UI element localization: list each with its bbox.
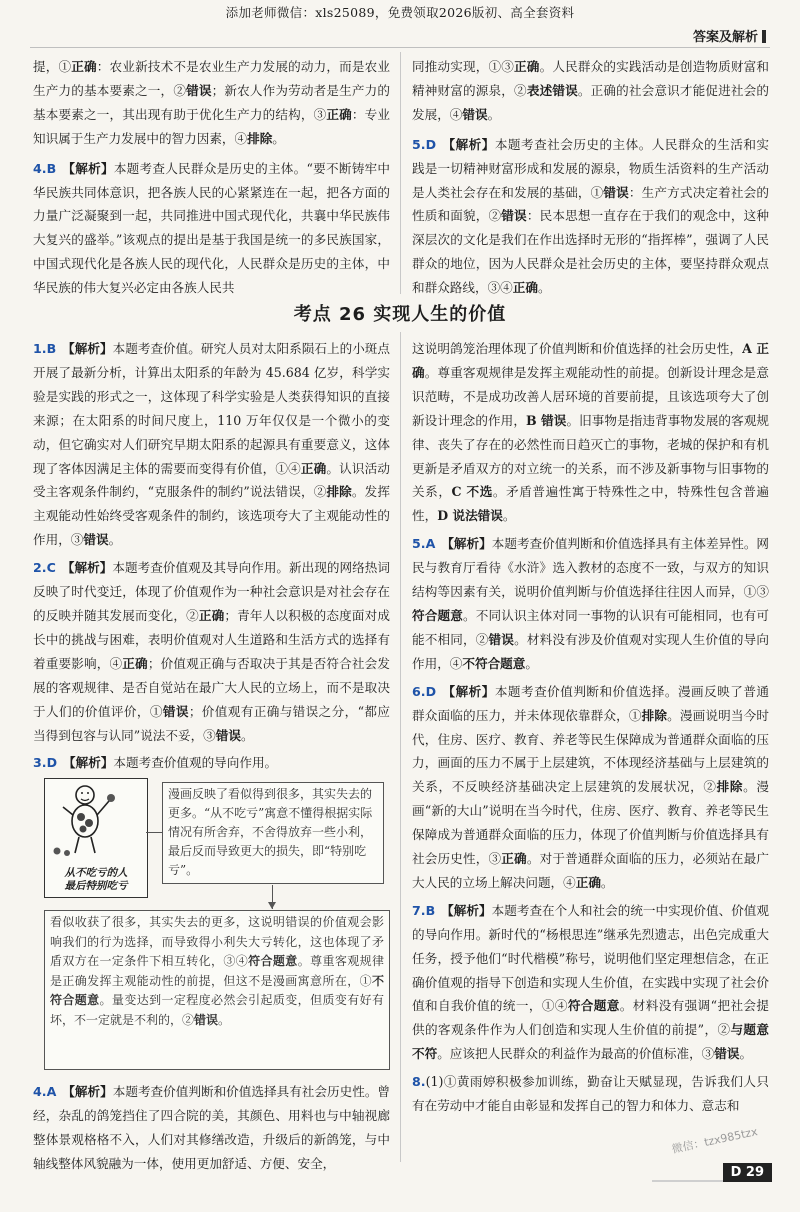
emphasis-text: 错误 xyxy=(501,208,527,224)
body-text: 。旧事物是指违背事物发展的客观规律、丧失了存在的必然性而日趋灭亡的事物，老城的保护和有机更新是矛盾双方的对立统一的关系，而不涉及新事物与旧事物的关系， xyxy=(412,412,770,500)
body-text: ：民本思想一直存在于我们的观念中，这种深层次的文化是我们在作出选择时无形的“指挥棒”，强调了人民群众的地位，因为人民群众是社会历史的主体，要坚持群众观点和群众路线，③④ xyxy=(412,208,770,296)
figure-explanation-box: 漫画反映了看似得到很多，其实失去的更多。“从不吃亏”寓意不懂得根据实际情况有所舍弃，不舍得放弃一些小利，最后反而导致更大的损失，即“特别吃亏”。 xyxy=(162,782,384,884)
question-5-top: 5.D 【解析】本题考查社会历史的主体。人民群众的生活和实践是一切精神财富形成和发展的源泉，物质生活资料的生产活动是人类社会存在和发展的基础，①错误：生产方式决定着社会的性质和面貌，②错误：民本思想一直存在于我们的观念中，这种深层次的文化是我们在作出选择时无形的“指挥棒”，强调了人民群众的地位，因为人民群众是社会历史的主体，要坚持群众观点和群众路线，③④正确。 xyxy=(412,136,770,296)
body-text: (1)①黄雨婷积极参加训练，勤奋让天赋显现，告诉我们人只有在劳动中才能自由彰显和发挥自己的智力和体力、意志和 xyxy=(412,1074,769,1114)
emphasis-text: 【解析】 xyxy=(441,902,492,918)
emphasis-text: 符合题意 xyxy=(412,607,464,623)
page-number: D 29 xyxy=(723,1163,772,1182)
section-title: 考点 26 实现人生的价值 xyxy=(293,304,507,325)
emphasis-text: 【解析】 xyxy=(63,755,114,771)
emphasis-text: 符合题意 xyxy=(567,998,620,1014)
body-text: ；价值观有正确与错误之分，“都应当得到包容与认同”说法不妥，③ xyxy=(33,703,390,743)
body-text: 本题考查价值观及其导向作用。新出现的网络热词反映了时代变迁，体现了价值观作为一种社会意识是对社会存在的反映并随其发展而变化，② xyxy=(33,560,391,623)
emphasis-text: 正确 xyxy=(575,874,601,890)
connector-line xyxy=(146,832,162,833)
emphasis-text: 错误 xyxy=(215,727,241,743)
body-text: 。人民群众的实践活动是创造物质财富和精神财富的源泉，② xyxy=(412,59,770,98)
body-text: ；青年人以积极的态度面对成长中的挑战与困难，表明价值观对人生道路和生活方式的选择有着重要影响，④ xyxy=(33,607,391,671)
question-7: 7.B 【解析】本题考查在个人和社会的统一中实现价值、价值观的导向作用。新时代的“杨根思连”继承先烈遗志，出色完成重大任务，授予他们“时代楷模”称号，说明他们坚定理想信念，在正确价值观的指导下创造和实现人生价值，在实践中实现了社会价值和自我价值的统一，①④符合题意。材料没有强调“把社会提供的客观条件作为人们创造和实现人生价值的前提”，②与题意不符。应该把人民群众的利益作为最高的价值标准，③错误。 xyxy=(412,902,770,1062)
emphasis-text: 错误 xyxy=(462,106,488,122)
body-text: 。正确的社会意识才能促进社会的发展，④ xyxy=(412,82,770,122)
cartoon-image xyxy=(44,778,148,898)
body-text: 。对于普通群众面临的压力，必须站在最广大人民的立场上解决问题，④ xyxy=(412,851,770,890)
emphasis-text: 【解析】 xyxy=(441,536,492,552)
body-text: 。材料没有涉及价值观对实现人生价值的导向作用，④ xyxy=(412,631,770,671)
emphasis-text: 表述错误 xyxy=(526,82,578,98)
body-text: 本题考查价值判断和价值选择。漫画反映了普通群众面临的压力，并未体现依靠群众，① xyxy=(412,683,770,723)
emphasis-text: 正确 xyxy=(514,59,540,74)
left-column-bottom xyxy=(33,1080,390,1176)
emphasis-text: C 不选 xyxy=(451,484,493,500)
body-text: 。 xyxy=(739,1046,753,1062)
body-text: 本题考查在个人和社会的统一中实现价值、价值观的导向作用。新时代的“杨根思连”继承先烈遗志，出色完成重大任务，授予他们“时代楷模”称号，说明他们坚定理想信念，在正确价值观的指导下创造和实现人生价值，在实践中实现了社会价值和自我价值的统一，①④ xyxy=(412,902,770,1014)
question-3: 3.D 【解析】本题考查价值观的导向作用。 xyxy=(33,755,278,771)
body-text: ；新农人作为劳动者是生产力的基本要素之一，其出现有助于优化生产力的结构，③ xyxy=(33,82,391,122)
body-text: 。 xyxy=(487,106,501,122)
body-text: 。 xyxy=(218,1012,231,1027)
question-8: 8.(1)①黄雨婷积极参加训练，勤奋让天赋显现，告诉我们人只有在劳动中才能自由彰显和发挥自己的智力和体力、意志和 xyxy=(412,1074,769,1114)
watermark: 微信：tzx985tzx xyxy=(670,1125,759,1156)
body-text: 本题考查价值。研究人员对太阳系陨石上的小斑点开展了最新分析，计算出太阳系的年龄为 45.684 亿岁，科学实验是实践的形式之一，这体现了科学实验是人类获得知识的直接来源；在太阳系的时间尺度上，110 万年仅仅是一个微小的变动，但它确实对人们研究早期太阳系的起源具有重要意义，这体现了客体因满足主体的需要而变得有价值，①④ xyxy=(33,341,391,476)
body-text: 提，① xyxy=(33,59,72,74)
body-text: 。 xyxy=(108,532,122,548)
question-4-continued xyxy=(412,337,769,528)
body-text: 。 xyxy=(525,655,538,671)
emphasis-text: 与题意不符 xyxy=(412,1022,769,1062)
emphasis-text: 错误 xyxy=(186,82,212,98)
top-promo-note: 添加老师微信：xls25089，免费领取2026版初、高全套资料 xyxy=(225,5,575,20)
right-column xyxy=(412,337,769,1118)
body-text: ：生产方式决定着社会的性质和面貌，② xyxy=(412,184,770,224)
body-text: 同推动实现，①③ xyxy=(412,59,515,74)
emphasis-text: 不符合题意 xyxy=(462,655,526,671)
top-right-column xyxy=(412,55,769,300)
emphasis-text: 错误 xyxy=(603,184,629,200)
section-header-label: 答案及解析 xyxy=(693,26,766,45)
question-3-figure xyxy=(44,778,390,1078)
body-text: 。尊重客观规律是正确发挥主观能动性的前提，但这不是漫画寓意所在，① xyxy=(50,954,384,988)
emphasis-text: 【解析】 xyxy=(61,560,113,576)
emphasis-text: 正确 xyxy=(300,460,327,476)
body-text: 本题考查价值观的导向作用。 xyxy=(113,755,278,771)
emphasis-text: 排除 xyxy=(326,484,352,500)
down-arrow-icon xyxy=(268,902,276,909)
emphasis-text: 排除 xyxy=(641,707,668,723)
body-text: 。材料没有强调“把社会提供的客观条件作为人们创造和实现人生价值的前提”，② xyxy=(412,998,770,1038)
column-divider xyxy=(400,52,401,294)
emphasis-text: 正确 xyxy=(71,59,97,74)
question-6: 6.D 【解析】本题考查价值判断和价值选择。漫画反映了普通群众面临的压力，并未体现依靠群众，①排除。漫画说明当今时代，住房、医疗、教育、养老等民生保障成为普通群众面临的压力，画面的压力不属于上层建筑，不体现经济基础与上层建筑的关系，不反映经济基础决定上层建筑的发展状况，②排除。漫画“新的大山”说明在当今时代，住房、医疗、教育、养老等民生保障成为普通群众面临的压力，体现了价值判断与价值选择具有社会历史性，③正确。对于普通群众面临的压力，必须站在最广大人民的立场上解决问题，④正确。 xyxy=(412,683,770,890)
body-text: ：专业知识属于生产力发展中的智力因素，④ xyxy=(33,106,391,146)
body-text: 看似收获了很多，其实失去的更多，这说明错误的价值观会影响我们的行为选择，而导致得小利失大亏转化，这也体现了矛盾双方在一定条件下相互转化，③④ xyxy=(50,915,384,968)
emphasis-text: 【解析】 xyxy=(442,136,495,152)
body-text: 本题考查人民群众是历史的主体。“要不断铸牢中华民族共同体意识，把各族人民的心紧紧连在一起，把各方面的力量广泛凝聚到一起，共同推进中国式现代化，共襄中华民族伟大复兴的盛举。”该观点的提出是基于我国是统一的多民族国家，中国式现代化是各族人民的现代化，人民群众是历史的主体，中华民族的伟大复兴必定由各族人民共 xyxy=(33,160,390,296)
emphasis-text: 正确 xyxy=(501,851,527,867)
body-text: 。发挥主观能动性始终受客观条件的制约，该选项夸大了主观能动性的作用，③ xyxy=(33,484,390,548)
emphasis-text: 错误 xyxy=(714,1046,740,1062)
top-left-column xyxy=(33,55,390,300)
emphasis-text: 【解析】 xyxy=(62,341,113,356)
body-text: 。 xyxy=(272,130,285,146)
emphasis-text: 正确 xyxy=(198,607,225,623)
emphasis-text: 错误 xyxy=(488,631,515,647)
question-4: 4.A 【解析】本题考查价值判断和价值选择具有社会历史性。曾经，杂乱的鸽笼挡住了四合院的美，其颜色、用料也与中轴视廊整体景观格格不入，人们对其修缮改造，升级后的新鸽笼，与中轴线整体风貌融为一体，使用更加舒适、方便、安全， xyxy=(33,1084,391,1171)
emphasis-text: 正确 xyxy=(326,106,352,122)
question-5: 5.A 【解析】本题考查价值判断和价值选择具有主体差异性。网民与教育厅看待《水浒》选入教材的态度不一致，与双方的知识结构等因素有关，说明价值判断与价值选择往往因人而异，①③符合题意。不同认识主体对同一事物的认识有可能相同，也有可能不相同，②错误。材料没有涉及价值观对实现人生价值的导向作用，④不符合题意。 xyxy=(412,536,770,671)
emphasis-text: D 说法错误 xyxy=(437,508,503,524)
body-text: 。 xyxy=(502,508,516,524)
header-rule xyxy=(30,47,770,48)
emphasis-text: 【解析】 xyxy=(442,683,495,699)
body-text: 本题考查价值判断和价值选择具有主体差异性。网民与教育厅看待《水浒》选入教材的态度不一致，与双方的知识结构等因素有关，说明价值判断与价值选择往往因人而异，①③ xyxy=(412,536,770,600)
question-2: 2.C 【解析】本题考查价值观及其导向作用。新出现的网络热词反映了时代变迁，体现了价值观作为一种社会意识是对社会存在的反映并随其发展而变化，②正确；青年人以积极的态度面对成长中的挑战与困难，表明价值观对人生道路和生活方式的选择有着重要影响，④正确；价值观正确与否取决于其是否符合社会发展的客观规律、是否自觉站在最广大人民的立场上，而不是取决于人们的价值评价，①错误；价值观有正确与错误之分，“都应当得到包容与认同”说法不妥，③错误。 xyxy=(33,560,391,743)
emphasis-text: 错误 xyxy=(83,532,109,548)
body-text: ；价值观正确与否取决于其是否符合社会发展的客观规律、是否自觉站在最广大人民的立场上，而不是取决于人们的价值评价，① xyxy=(33,655,391,719)
left-column xyxy=(33,337,390,775)
body-text: 。认识活动受主客观条件制约，“克服条件的制约”说法错误，② xyxy=(33,460,391,500)
body-text: 。量变达到一定程度必然会引起质变，但质变有好有坏，不一定就是不利的，② xyxy=(50,993,384,1027)
body-text: 。矛盾普遍性寓于特殊性之中，特殊性包含普遍性， xyxy=(412,484,769,524)
cartoon-caption: 从不吃亏的人 最后特别吃亏 xyxy=(64,867,128,892)
question-1: 1.B 【解析】本题考查价值。研究人员对太阳系陨石上的小斑点开展了最新分析，计算出太阳系的年龄为 45.684 亿岁，科学实验是实践的形式之一，这体现了科学实验是人类获得知识的直接来源；在太阳系的时间尺度上，110 万年仅仅是一个微小的变动，但它确实对人们研究早期太阳系的起源具有重要意义，这体现了客体因满足主体的需要而变得有价值，①④正确。认识活动受主客观条件制约，“克服条件的制约”说法错误，②排除。发挥主观能动性始终受客观条件的制约，该选项夸大了主观能动性的作用，③错误。 xyxy=(33,341,391,548)
emphasis-text: 错误 xyxy=(194,1012,219,1027)
emphasis-text: 排除 xyxy=(716,779,744,795)
body-text: 。不同认识主体对同一事物的认识有可能相同，也有可能不相同，② xyxy=(412,607,770,647)
body-text: ：农业新技术不是农业生产力发展的动力，而是农业生产力的基本要素之一，② xyxy=(33,59,391,98)
emphasis-text: 不符合题意 xyxy=(50,973,384,1007)
emphasis-text: A 正确 xyxy=(412,341,770,380)
body-text: 本题考查价值判断和价值选择具有社会历史性。曾经，杂乱的鸽笼挡住了四合院的美，其颜色、用料也与中轴视廊整体景观格格不入，人们对其修缮改造，升级后的新鸽笼，与中轴线整体风貌融为一体，使用更加舒适、方便、安全， xyxy=(33,1084,391,1171)
column-divider xyxy=(400,332,401,1162)
cartoon-person-icon xyxy=(45,779,147,859)
body-text: 。尊重客观规律是发挥主观能动性的前提。创新设计理念是意识范畴，不是成功改善人居环境的首要前提，且该选项夸大了创新设计理念的作用， xyxy=(412,364,770,428)
emphasis-text: 正确 xyxy=(512,280,538,296)
body-text: 。 xyxy=(600,874,614,890)
body-text: 。漫画说明当今时代，住房、医疗、教育、养老等民生保障成为普通群众面临的压力，画面的压力不属于上层建筑，不体现经济基础与上层建筑的关系，不反映经济基础决定上层建筑的发展状况，② xyxy=(412,707,770,795)
continued-text xyxy=(33,55,390,151)
emphasis-text: 【解析】 xyxy=(62,1084,113,1099)
emphasis-text: 排除 xyxy=(247,130,273,146)
question-4-top: 4.B 【解析】本题考查人民群众是历史的主体。“要不断铸牢中华民族共同体意识，把各族人民的心紧紧连在一起，把各方面的力量广泛凝聚到一起，共同推进中国式现代化，共襄中华民族伟大复兴的盛举。”该观点的提出是基于我国是统一的多民族国家，中国式现代化是各族人民的现代化，人民群众是历史的主体，中华民族的伟大复兴必定由各族人民共 xyxy=(33,160,390,296)
emphasis-text: 错误 xyxy=(162,703,189,719)
body-text: 。 xyxy=(240,727,254,743)
body-text: 。 xyxy=(537,280,551,296)
continued-text xyxy=(412,55,769,127)
body-text: 。应该把人民群众的利益作为最高的价值标准，③ xyxy=(437,1046,715,1062)
body-text: 这说明鸽笼治理体现了价值判断和价值选择的社会历史性， xyxy=(412,341,743,356)
emphasis-text: 符合题意 xyxy=(248,954,298,968)
emphasis-text: B 错误 xyxy=(526,412,567,428)
emphasis-text: 正确 xyxy=(122,655,148,671)
body-text: 本题考查社会历史的主体。人民群众的生活和实践是一切精神财富形成和发展的源泉，物质生活资料的生产活动是人类社会存在和发展的基础，① xyxy=(412,136,770,200)
emphasis-text: 【解析】 xyxy=(62,160,114,176)
body-text: 。漫画“新的大山”说明在当今时代，住房、医疗、教育、养老等民生保障成为普通群众面临的压力，体现了价值判断与价值选择具有社会历史性，③ xyxy=(412,779,770,867)
figure-analysis-box xyxy=(44,910,390,1070)
